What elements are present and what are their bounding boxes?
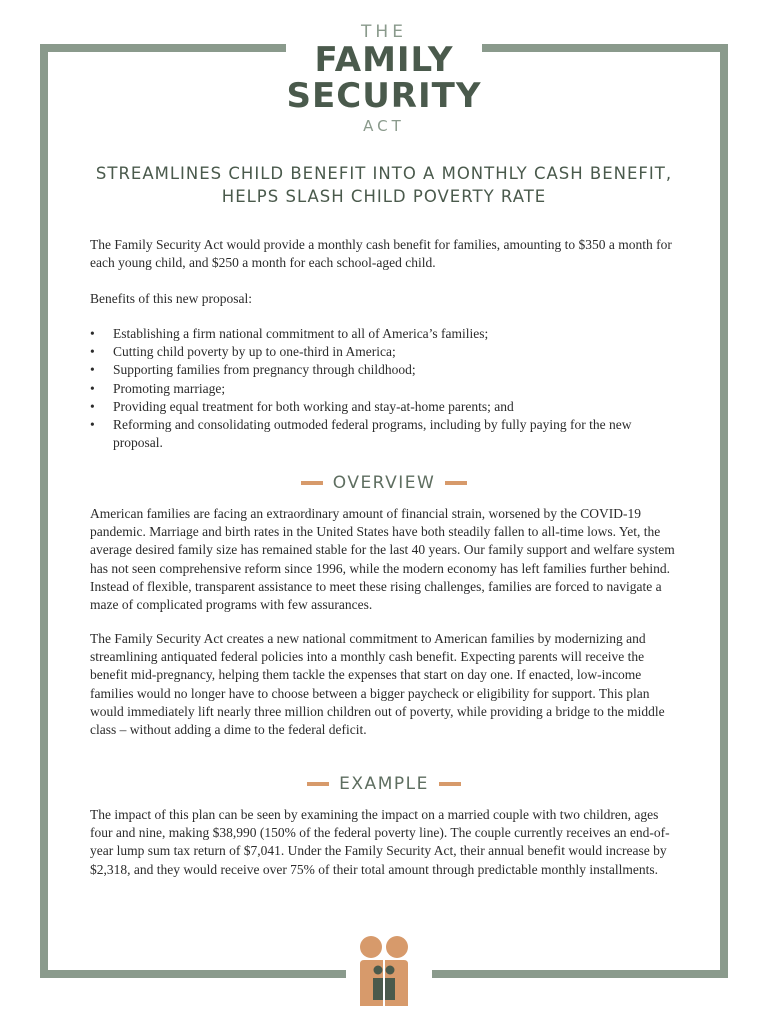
intro-paragraph (90, 236, 680, 272)
family-icon (356, 934, 412, 1006)
example-text: The impact of this plan can be seen by examining the impact on a married couple with two children, ages four and nine, making $38,990 (150% of the federal poverty line). The couple currently receives an end-of-year lump sum tax return of $7,041. Under the Family Security Act, their annual benefit would increase by $2,318, and they would receive over 75% of their total amount through predictable monthly installments. (90, 807, 670, 877)
list-item: • Reforming and consolidating outmoded federal programs, including by fully paying for the new proposal. (90, 416, 680, 452)
benefits-heading-text: Benefits of this new proposal: (90, 291, 252, 306)
child-body-left-icon (373, 978, 383, 1000)
example-section-title (60, 774, 708, 794)
frame-border-bottom-left (40, 970, 346, 978)
logo-family: FAMILY (314, 40, 454, 80)
parent-head-left-icon (360, 936, 382, 958)
frame-border-left (40, 44, 48, 978)
benefits-heading (90, 290, 680, 308)
logo-act: ACT (363, 117, 405, 135)
headline-line-2: HELPS SLASH CHILD POVERTY RATE (221, 187, 547, 206)
family-security-act-logo (284, 22, 484, 136)
child-head-right-icon (386, 966, 395, 975)
frame-border-top-right (482, 44, 728, 52)
frame-border-right (720, 44, 728, 978)
title-dash-left (301, 481, 323, 485)
child-body-right-icon (385, 978, 395, 1000)
list-item: • Providing equal treatment for both working and stay-at-home parents; and (90, 398, 680, 416)
title-dash-right (445, 481, 467, 485)
intro-text: The Family Security Act would provide a monthly cash benefit for families, amounting to $350 a month for each young child, and $250 a month for each school-aged child. (90, 237, 672, 271)
frame-border-top-left (40, 44, 286, 52)
overview-paragraph-1 (90, 505, 680, 614)
list-item: • Establishing a firm national commitment to all of America’s families; (90, 325, 680, 343)
example-paragraph (90, 806, 680, 879)
parent-head-right-icon (386, 936, 408, 958)
headline-line-1: STREAMLINES CHILD BENEFIT INTO A MONTHLY CASH BENEFIT, (95, 164, 673, 183)
overview-paragraph-2 (90, 630, 680, 739)
frame-border-bottom-right (432, 970, 728, 978)
page-headline (60, 162, 708, 208)
logo-the: THE (361, 22, 407, 42)
logo-security: SECURITY (286, 76, 482, 116)
example-title-text: EXAMPLE (339, 774, 429, 794)
benefits-list (90, 325, 680, 452)
list-item: • Supporting families from pregnancy through childhood; (90, 361, 680, 379)
overview-title-text: OVERVIEW (332, 473, 436, 493)
overview-text-2: The Family Security Act creates a new national commitment to American families by modernizing and streamlining antiquated federal policies into a monthly cash benefit. Expecting parents will receive the benefit mid-pregnancy, helping them tackle the expenses that start on day one. If enacted, low-income families would no longer have to choose between a bigger paycheck or eligibility for support. This plan would immediately lift nearly three million children out of poverty, while providing a bridge to the middle class – without adding a dime to the federal deficit. (90, 631, 665, 738)
overview-text-1: American families are facing an extraordinary amount of financial strain, worsened by the COVID-19 pandemic. Marriage and birth rates in the United States have both steadily fallen to all-time lows. Yet, the average desired family size has remained stable for the last 40 years. Our family support and welfare system has not seen comprehensive reform since 1996, while the modern economy has left families further behind. Instead of flexible, transparent assistance to meet these rising challenges, families are forced to navigate a maze of complicated programs with few assurances. (90, 506, 675, 613)
child-head-left-icon (374, 966, 383, 975)
title-dash-right (439, 782, 461, 786)
list-item: • Cutting child poverty by up to one-third in America; (90, 343, 680, 361)
overview-section-title (60, 473, 708, 493)
list-item: • Promoting marriage; (90, 380, 680, 398)
title-dash-left (307, 782, 329, 786)
